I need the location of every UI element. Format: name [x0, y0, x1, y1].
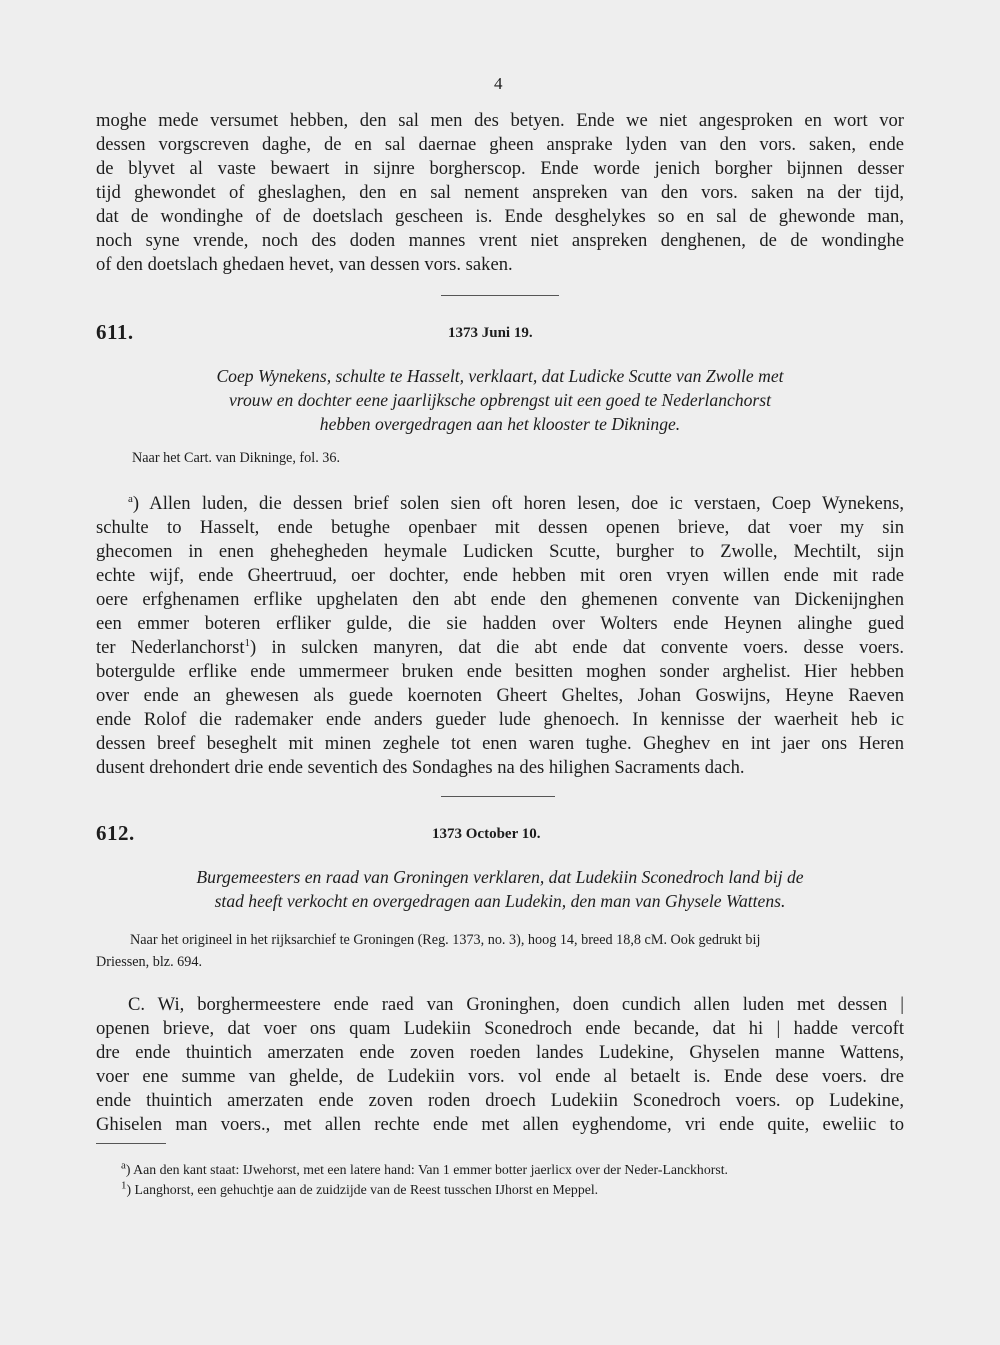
source-note: Driessen, blz. 694. [96, 954, 202, 970]
paragraph-line: dusent drehondert drie ende seventich des Sondaghes na des hilighen Sacraments dach. [96, 757, 745, 778]
entry-date: 1373 Juni 19. [448, 325, 533, 341]
paragraph-line: dre ende thuintich amerzaten ende zoven roeden landes Ludekine, Ghyselen manne Wattens, [96, 1042, 904, 1063]
footnote-marker: 1 [244, 636, 250, 649]
paragraph-line: een emmer boteren erfliker gulde, die sie hadden over Wolters ende Heynen alinghe gued [96, 613, 904, 634]
paragraph-line: oere erfghenamen erflike upghelaten den abt ende den ghemenen convente van Dickenijnghen [96, 589, 904, 610]
paragraph-line: botergulde erflike ende ummermeer bruken ende besitten moghen sonder arghelist. Hier hebben [96, 661, 904, 682]
paragraph-line: dessen vorgscreven daghe, de en sal daernae gheen ansprake lyden van den vors. saken, ende [96, 134, 904, 155]
section-divider [441, 796, 555, 797]
paragraph-line [96, 636, 904, 660]
footnote [121, 1160, 728, 1179]
paragraph-line: ende Rolof die rademaker ende anders gueder lude ghenoech. In kennisse der waerheit heb ic [96, 709, 904, 730]
paragraph-line: dessen breef beseghelt mit minen zeghele tot enen waren tughe. Gheghev en int jaer ons Heren [96, 733, 904, 754]
footnote-marker: a [121, 1159, 126, 1172]
paragraph-line: tijd ghewondet of gheslaghen, den en sal nement anspreken van den vors. saken na der tijd, [96, 182, 904, 203]
section-divider [441, 295, 559, 296]
paragraph-text: ) in sulcken manyren, dat die abt ende dat convente voers. desse voers. [250, 637, 904, 658]
paragraph-line [128, 492, 904, 516]
paragraph-line: schulte to Hasselt, ende betughe openbaer mit dessen openen brieve, dat voer my sin [96, 517, 904, 538]
footnote-marker: 1 [121, 1179, 127, 1192]
paragraph-text: ) Allen luden, die dessen brief solen sien oft horen lesen, doe ic verstaen, Coep Wynekens, [132, 493, 904, 514]
source-note: Naar het Cart. van Dikninge, fol. 36. [132, 450, 341, 466]
paragraph-line: ende thuintich amerzaten ende zoven roden droech Ludekiin Sconedroch voers. op Ludekine, [96, 1090, 904, 1111]
paragraph-line: echte wijf, ende Gheertruud, oer dochter, ende hebben mit oren vryen willen ende mit rade [96, 565, 904, 586]
paragraph-line: openen brieve, dat voer ons quam Ludekiin Sconedroch ende becande, dat hi | hadde vercoft [96, 1018, 904, 1039]
entry-number: 612. [96, 821, 135, 845]
paragraph-line: C. Wi, borghermeestere ende raed van Groninghen, doen cundich allen luden met dessen | [128, 994, 904, 1015]
paragraph-line: moghe mede versumet hebben, den sal men des betyen. Ende we niet angesproken en wort vor [96, 110, 904, 131]
paragraph-line: Ghiselen man voers., met allen rechte ende met allen eyghendome, vri ende quite, eweliic to [96, 1114, 904, 1135]
page-number: 4 [494, 74, 503, 93]
footnote-divider [96, 1143, 166, 1144]
paragraph-line: of den doetslach ghedaen hevet, van dessen vors. saken. [96, 254, 513, 275]
entry-date: 1373 October 10. [432, 826, 541, 842]
footnote-text: ) Aan den kant staat: IJwehorst, met een latere hand: Van 1 emmer botter jaerlicx over der Neder-Lanckhorst. [125, 1162, 728, 1177]
footnote-text: ) Langhorst, een gehuchtje aan de zuidzijde van de Reest tusschen IJhorst en Meppel. [126, 1182, 599, 1197]
source-note: Naar het origineel in het rijksarchief te Groningen (Reg. 1373, no. 3), hoog 14, breed 18,8 cM. Ook gedrukt bij [130, 932, 761, 948]
footnote [121, 1180, 598, 1199]
paragraph-line: over ende an ghewesen als guede koernoten Gheert Gheltes, Johan Goswijns, Heyne Raeven [96, 685, 904, 706]
entry-number: 611. [96, 320, 134, 344]
entry-summary-line: Burgemeesters en raad van Groningen verklaren, dat Ludekiin Sconedroch land bij de [196, 867, 804, 887]
footnote-marker: a [128, 492, 133, 505]
paragraph-line: ghecomen in enen ghehegheden heymale Ludicken Scutte, burgher to Zwolle, Mechtilt, sijn [96, 541, 904, 562]
paragraph-text: ter Nederlanchorst [96, 637, 245, 658]
entry-summary-line: stad heeft verkocht en overgedragen aan Ludekin, den man van Ghysele Wattens. [214, 891, 786, 911]
entry-summary-line: hebben overgedragen aan het klooster te Dikninge. [319, 414, 681, 434]
paragraph-line: de blyvet al vaste bewaert in sijnre borgherscop. Ende worde jenich borgher bijnnen desser [96, 158, 904, 179]
paragraph-line: dat de wondinghe of de doetslach gescheen is. Ende desghelykes so en sal de ghewonde man, [96, 206, 904, 227]
paragraph-line: voer ene summe van ghelde, de Ludekiin vors. vol ende al betaelt is. Ende dese voers. dre [96, 1066, 904, 1087]
entry-summary-line: Coep Wynekens, schulte te Hasselt, verklaart, dat Ludicke Scutte van Zwolle met [216, 366, 784, 386]
entry-summary-line: vrouw en dochter eene jaarlijksche opbrengst uit een goed te Nederlanchorst [228, 390, 772, 410]
paragraph-line: noch syne vrende, noch des doden mannes vrent niet anspreken denghenen, de de wondinghe [96, 230, 904, 251]
